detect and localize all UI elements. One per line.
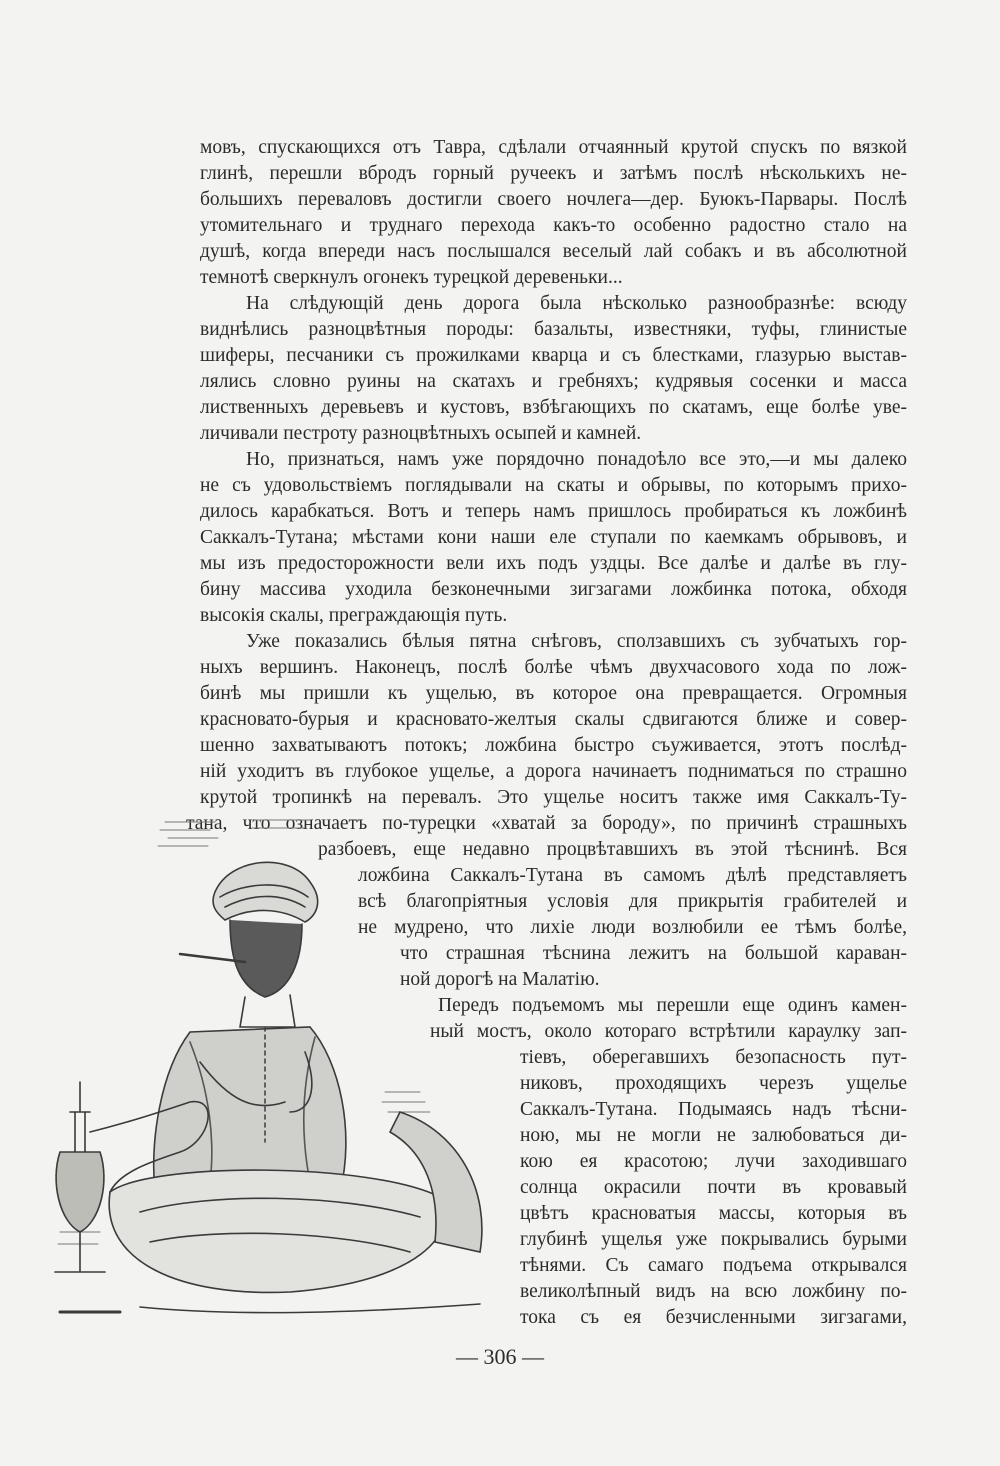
text-line: дилось карабкаться. Вотъ и теперь намъ пришлось пробираться къ ложбинѣ xyxy=(200,501,907,522)
text-line: цвѣтъ красноватыя массы, которыя въ xyxy=(520,1203,907,1224)
text-line: всѣ благопріятныя условія для прикрытія грабителей и xyxy=(358,891,907,912)
text-line: большихъ переваловъ достигли своего ночлега—дер. Буюкъ-Парвары. Послѣ xyxy=(200,189,907,210)
text-line: утомительнаго и труднаго перехода какъ-то особенно радостно стало на xyxy=(200,215,907,236)
text-line: глинѣ, перешли вбродъ горный ручеекъ и затѣмъ послѣ нѣсколькихъ не- xyxy=(200,163,907,184)
text-line: лиственныхъ деревьевъ и кустовъ, взбѣгающихъ по скатамъ, еще болѣе уве- xyxy=(200,397,907,418)
text-line: глубинѣ ущелья уже покрывались бурыми xyxy=(520,1229,907,1250)
text-line: тіевъ, оберегавшихъ безопасность пут- xyxy=(520,1047,907,1068)
text-line: не съ удовольствіемъ поглядывали на скаты и обрывы, по которымъ прихо- xyxy=(200,475,907,496)
text-line: ной дорогѣ на Малатію. xyxy=(400,969,600,990)
text-line: Саккалъ-Тутана. Подымаясь надъ тѣсни- xyxy=(520,1099,907,1120)
text-line: тана, что означаетъ по-турецки «хватай за бороду», по причинѣ страшныхъ xyxy=(186,813,907,834)
text-line: разбоевъ, еще недавно процвѣтавшихъ въ этой тѣснинѣ. Вся xyxy=(318,839,907,860)
text-line: высокія скалы, преграждающія путь. xyxy=(200,605,508,626)
text-line: великолѣпный видъ на всю ложбину по- xyxy=(520,1281,907,1302)
text-line: Передъ подъемомъ мы перешли еще одинъ камен- xyxy=(438,995,907,1016)
text-line: шиферы, песчаники съ прожилками кварца и съ блестками, глазурью выстав- xyxy=(200,345,907,366)
text-line: тѣнями. Съ самаго подъема открывался xyxy=(520,1255,907,1276)
text-line: кою ея красотою; лучи заходившаго xyxy=(520,1151,907,1172)
text-line: Саккалъ-Тутана; мѣстами кони наши еле ступали по каемкамъ обрывовъ, и xyxy=(200,527,907,548)
illustration-seated-man-with-hookah xyxy=(40,812,520,1352)
text-line: ложбина Саккалъ-Тутана въ самомъ дѣлѣ представляетъ xyxy=(358,865,907,886)
text-line: ною, мы не могли не залюбоваться ди- xyxy=(520,1125,907,1146)
text-line: темнотѣ сверкнулъ огонекъ турецкой деревеньки... xyxy=(200,267,623,288)
text-line: не мудрено, что лихіе люди возлюбили ее тѣмъ болѣе, xyxy=(358,917,907,938)
page-number: — 306 — xyxy=(456,1344,544,1369)
text-line: бинѣ мы пришли къ ущелью, въ которое она превращается. Огромныя xyxy=(200,683,907,704)
text-line: мы изъ предосторожности вели ихъ подъ уздцы. Все далѣе и далѣе въ глу- xyxy=(200,553,907,574)
text-line: Но, признаться, намъ уже порядочно понадоѣло все это,—и мы далеко xyxy=(246,449,907,470)
text-line: тока съ ея безчисленными зигзагами, xyxy=(520,1307,907,1328)
text-line: ный мостъ, около котораго встрѣтили караулку зап- xyxy=(430,1021,907,1042)
text-line: личивали пестроту разноцвѣтныхъ осыпей и камней. xyxy=(200,423,642,444)
text-line: ныхъ вершинъ. Наконецъ, послѣ болѣе чѣмъ двухчасового хода по лож- xyxy=(200,657,907,678)
text-line: никовъ, проходящихъ черезъ ущелье xyxy=(520,1073,907,1094)
text-line: виднѣлись разноцвѣтныя породы: базальты, известняки, туфы, глинистые xyxy=(200,319,907,340)
text-line: бину массива уходила безконечными зигзагами ложбинка потока, обходя xyxy=(200,579,907,600)
text-line: лялись словно руины на скатахъ и гребняхъ; кудрявыя сосенки и масса xyxy=(200,371,907,392)
text-line: шенно захватываютъ потокъ; ложбина быстро съуживается, этотъ послѣд- xyxy=(200,735,907,756)
text-line: ній уходитъ въ глубокое ущелье, а дорога начинаетъ подниматься по страшно xyxy=(200,761,907,782)
text-line: душѣ, когда впереди насъ послышался веселый лай собакъ и въ абсолютной xyxy=(200,241,907,262)
text-line: что страшная тѣснина лежитъ на большой караван- xyxy=(400,943,907,964)
text-line: Уже показались бѣлыя пятна снѣговъ, сползавшихъ съ зубчатыхъ гор- xyxy=(246,631,907,652)
text-line: солнца окрасили почти въ кровавый xyxy=(520,1177,907,1198)
text-line: мовъ, спускающихся отъ Тавра, сдѣлали отчаянный крутой спускъ по вязкой xyxy=(200,137,907,158)
text-line: красновато-бурыя и красновато-желтыя скалы сдвигаются ближе и совер- xyxy=(200,709,907,730)
text-line: На слѣдующій день дорога была нѣсколько разнообразнѣе: всюду xyxy=(246,293,907,314)
text-line: крутой тропинкѣ на перевалъ. Это ущелье носитъ также имя Саккалъ-Ту- xyxy=(200,787,907,808)
